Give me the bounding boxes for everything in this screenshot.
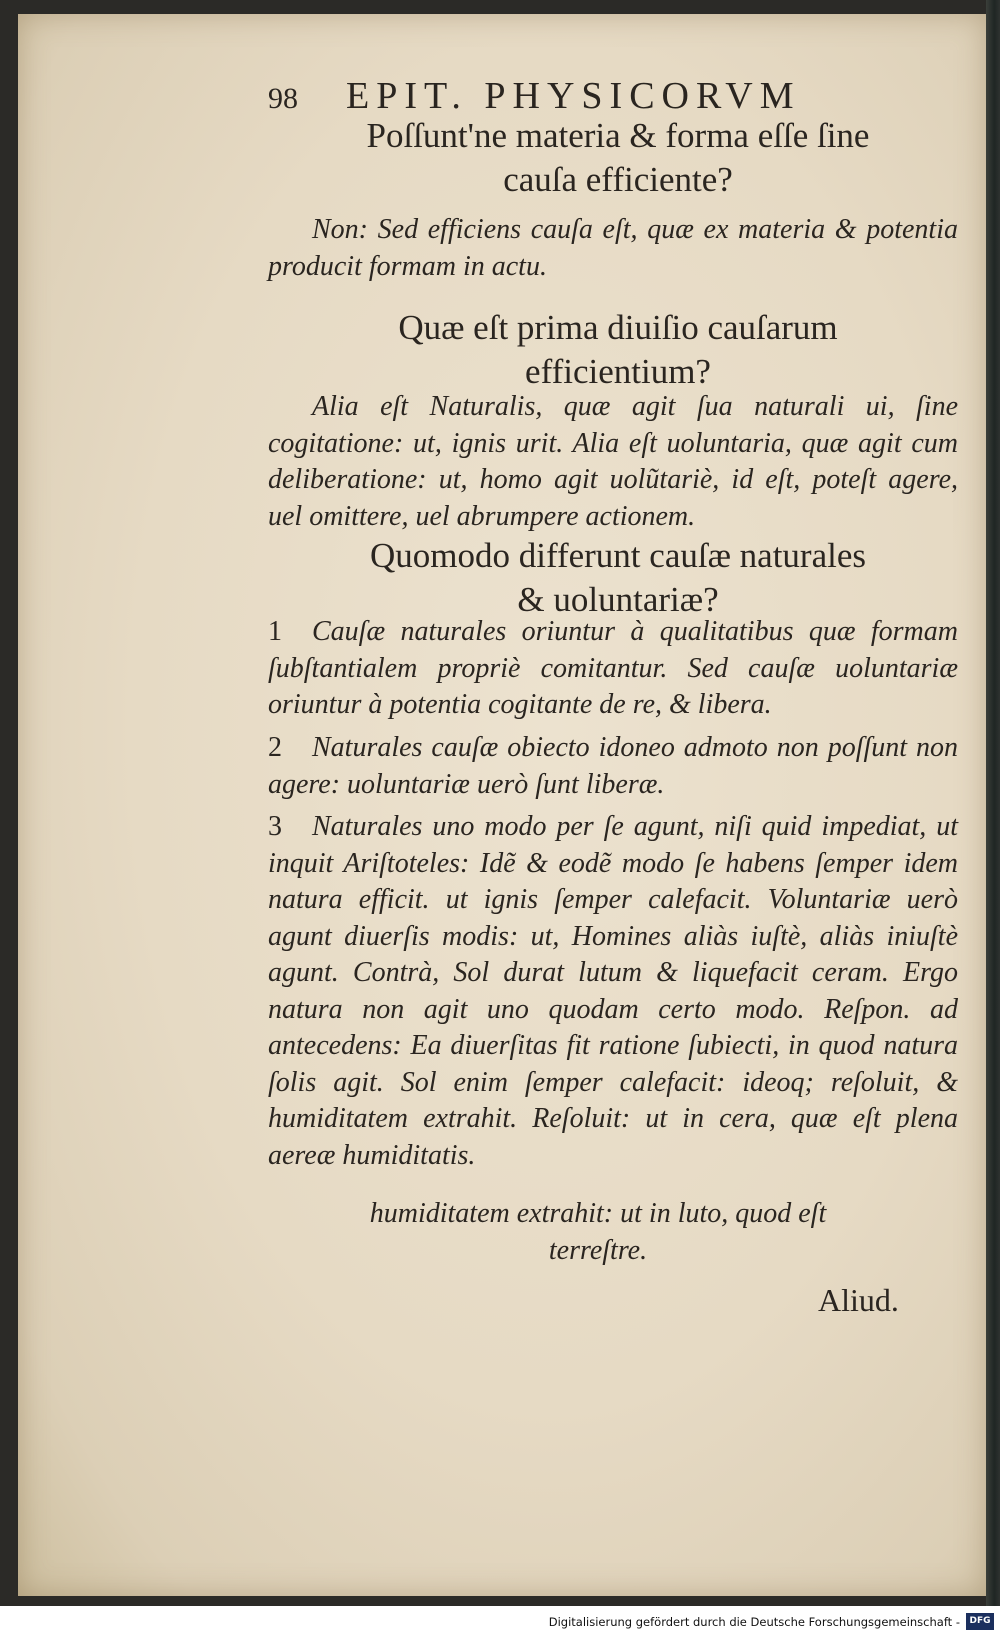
answer-paragraph-2: Alia eſt Naturalis, quæ agit ſua naturali ui, ſine cogitatione: ut, ignis urit. Alia eſt uoluntaria, quæ agit cum deliberatione: ut, homo agit uolũtariè, id eſt, poteſt agere, uel omittere, uel abrumpere actionem. — [268, 391, 958, 532]
item-text: Naturales uno modo per ſe agunt, niſi quid impediat, ut inquit Ariſtoteles: Idẽ & eodẽ modo ſe habens ſemper idem natura efficit. ut ignis ſemper calefacit. Voluntariæ uerò agunt diuerſis modis: ut, Homines aliàs iuſtè, aliàs iniuſtè agunt. Contrà, Sol durat lutum & liquefacit ceram. Ergo natura non agit uno quodam certo modo. Reſpon. ad antecedens: Ea diuerſitas fit ratione ſubiecti, in quod natura ſolis agit. Sol enim ſemper calefacit: ideoq; reſoluit, & humiditatem extrahit. Reſoluit: ut in cera, quæ eſt plena aereæ humiditatis. — [268, 811, 958, 1171]
item-text: Cauſæ naturales oriuntur à qualitatibus quæ formam ſubſtantialem propriè comitantur. Sed cauſæ uoluntariæ oriuntur à potentia cogitante de re, & libera. — [268, 616, 958, 720]
answer-paragraph-1: Non: Sed efficiens cauſa eſt, quæ ex materia & potentia producit formam in actu. — [268, 214, 958, 282]
running-title: EPIT. PHYSICORVM — [346, 75, 801, 117]
question-line: Quomodo differunt cauſæ naturales — [369, 536, 867, 575]
question-line: Quæ eſt prima diuiſio cauſarum — [398, 308, 838, 347]
question-heading-1 — [258, 114, 978, 202]
question-line: efficientium? — [525, 352, 711, 391]
book-binding-edge — [986, 0, 1000, 1606]
numbered-item-3 — [268, 809, 958, 1174]
item-number: 2 — [268, 732, 282, 763]
item-number: 1 — [268, 616, 282, 647]
numbered-item-2 — [268, 730, 958, 803]
question-line: & uoluntariæ? — [517, 580, 719, 619]
digitization-footer — [0, 1606, 1000, 1639]
book-page — [18, 14, 986, 1596]
question-heading-3 — [258, 534, 978, 622]
dfg-logo-icon: DFG — [966, 1613, 994, 1630]
numbered-item-1 — [268, 614, 958, 724]
catchword: Aliud. — [818, 1282, 899, 1318]
funding-credit: Digitalisierung gefördert durch die Deutsche Forschungsgemeinschaft - — [548, 1615, 960, 1629]
question-line: cauſa efficiente? — [503, 160, 733, 199]
question-line: Poſſunt'ne materia & forma eſſe ſine — [366, 116, 870, 155]
centered-closing-lines: humiditatem extrahit: ut in luto, quod eſt terreſtre. — [369, 1198, 827, 1266]
page-number: 98 — [268, 82, 298, 115]
question-heading-2 — [258, 306, 978, 394]
item-text: Naturales cauſæ obiecto idoneo admoto non poſſunt non agere: uoluntariæ uerò ſunt liberæ. — [268, 732, 958, 800]
item-number: 3 — [268, 811, 282, 842]
